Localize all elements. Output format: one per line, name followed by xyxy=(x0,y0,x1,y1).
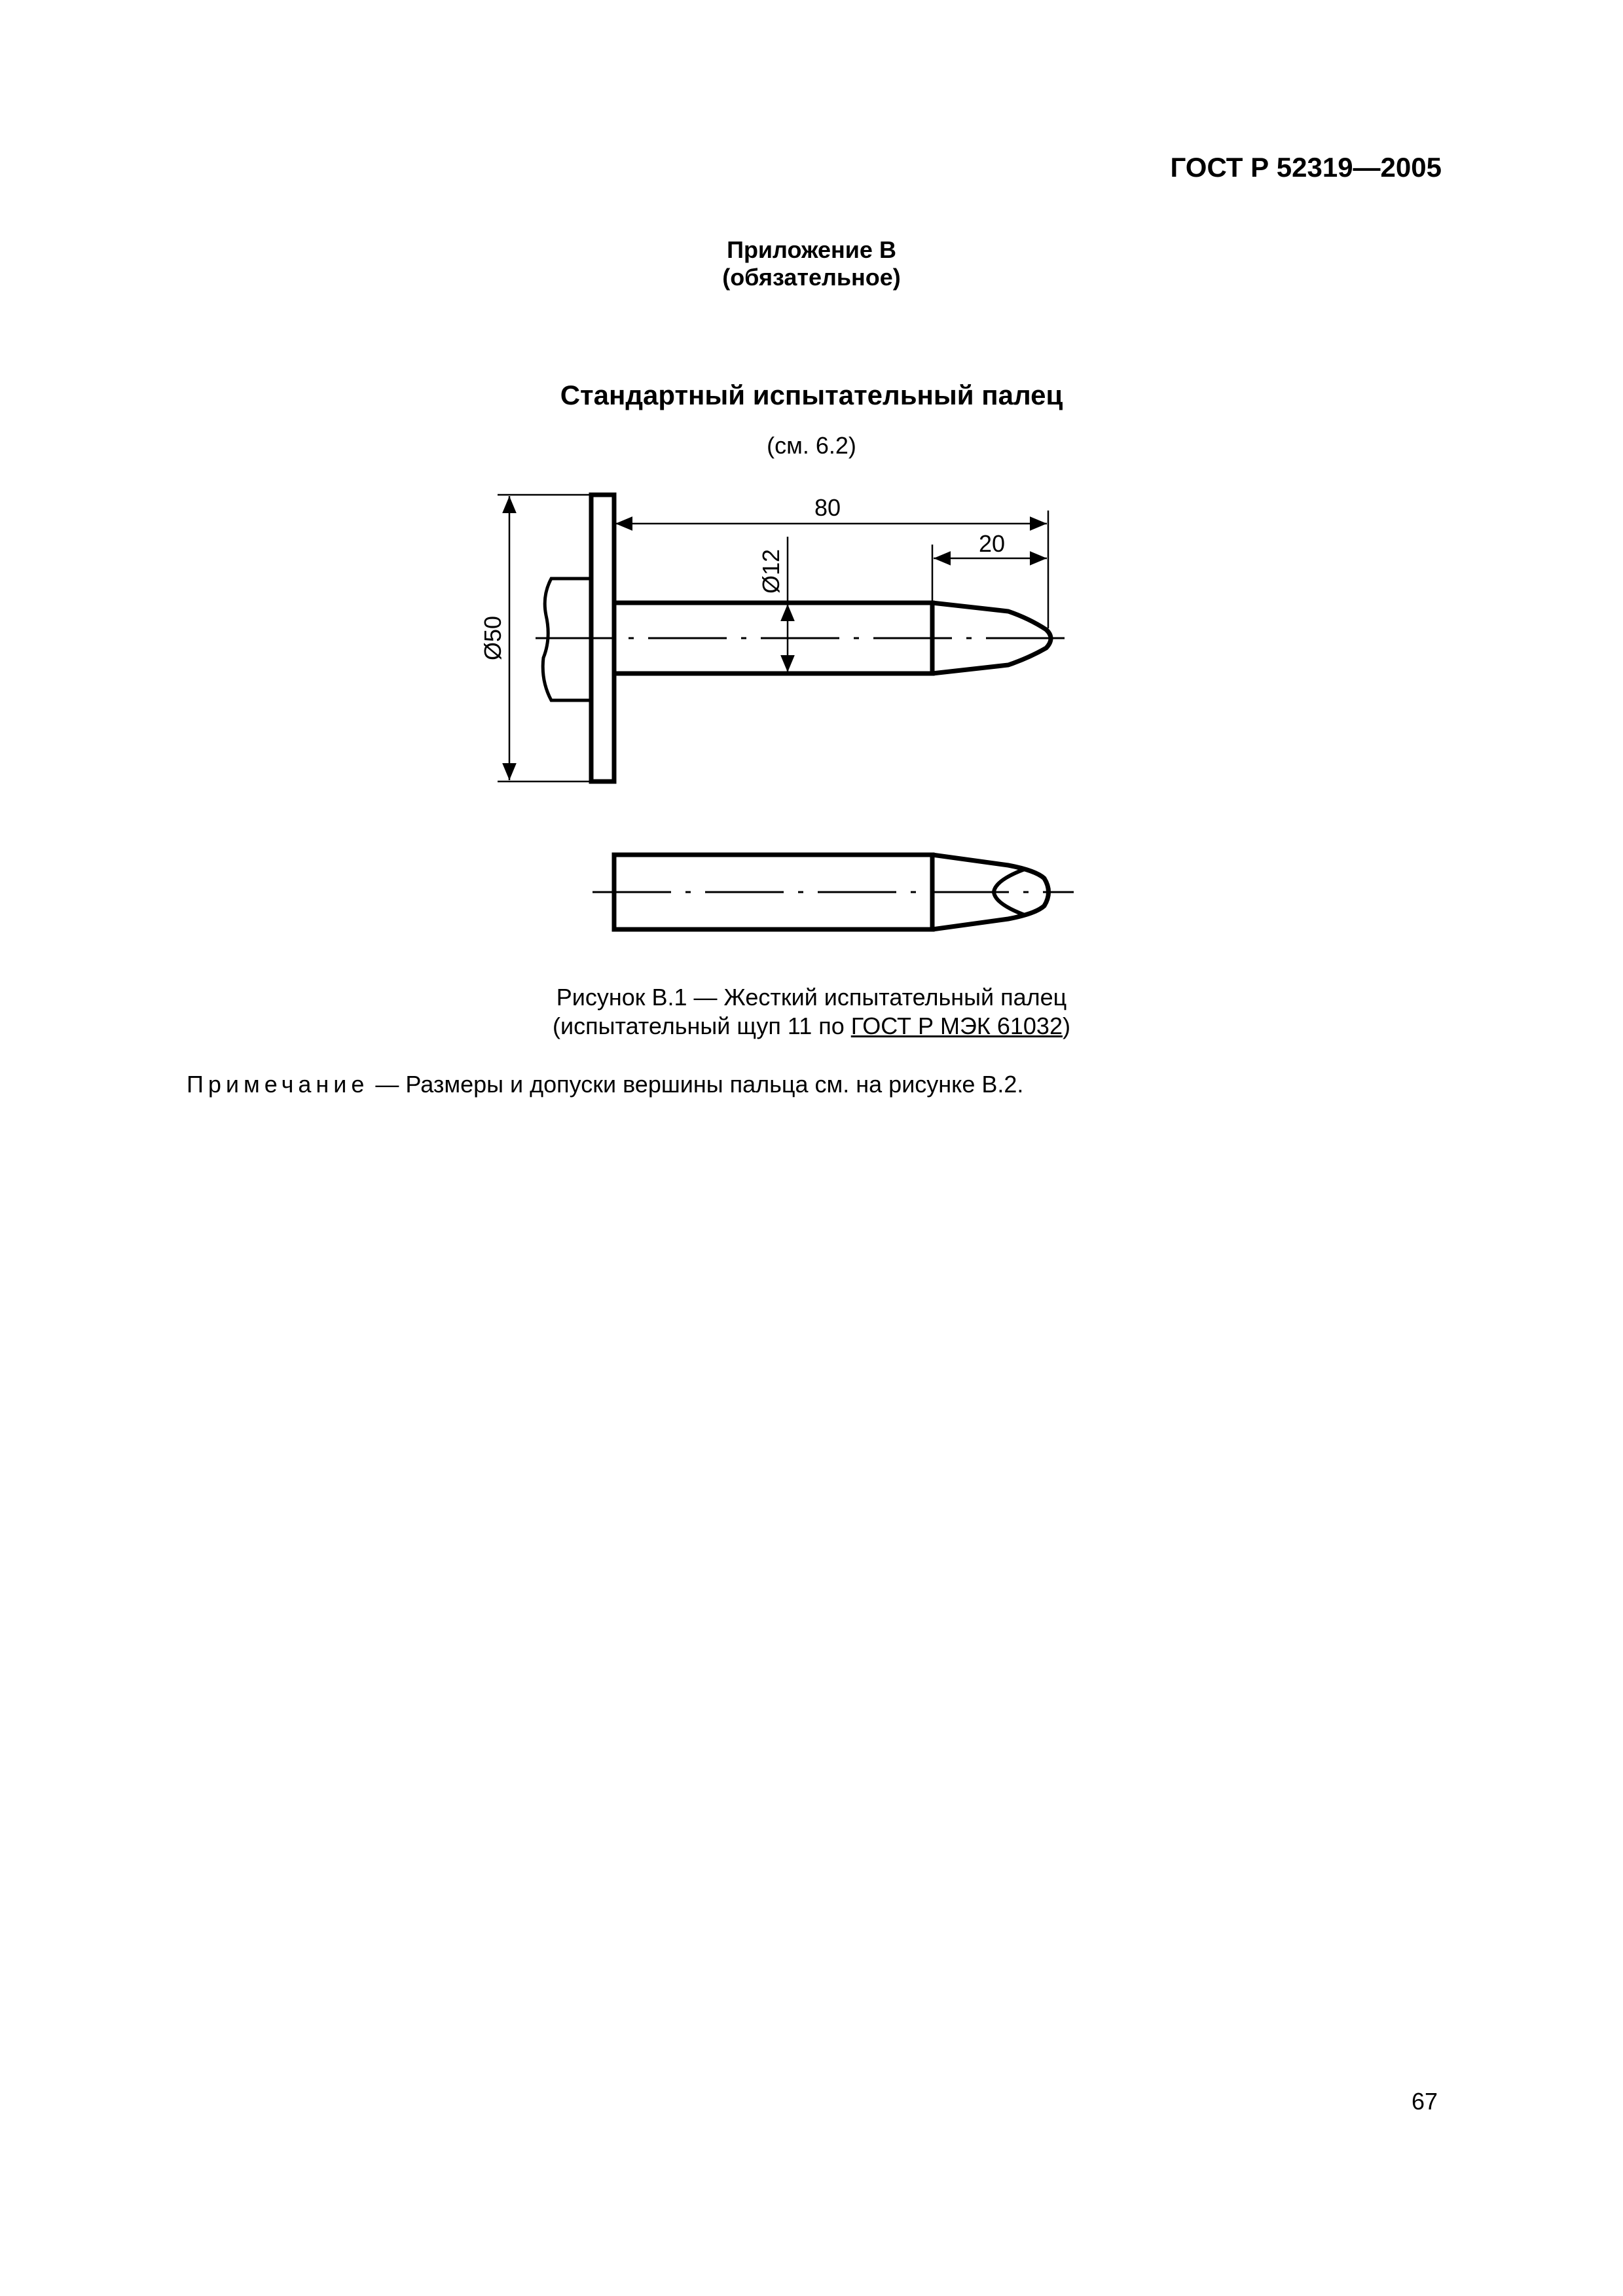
caption-prefix: (испытательный щуп 11 по xyxy=(553,1013,851,1039)
standard-reference-link[interactable]: ГОСТ Р МЭК 61032 xyxy=(850,1013,1063,1039)
document-code: ГОСТ Р 52319—2005 xyxy=(1170,152,1442,183)
note-label: Примечание xyxy=(187,1071,369,1098)
appendix-status: (обязательное) xyxy=(722,264,901,291)
handle-stub xyxy=(543,579,591,700)
note-text: — Размеры и допуски вершины пальца см. на рисунке В.2. xyxy=(369,1071,1024,1098)
page-number: 67 xyxy=(1411,2088,1438,2115)
top-view xyxy=(593,855,1074,929)
section-title: Стандартный испытательный палец xyxy=(560,380,1063,410)
appendix-title: Приложение В xyxy=(727,236,896,263)
dim-label-80: 80 xyxy=(814,494,841,521)
figure-caption-subtitle xyxy=(0,1012,1623,1041)
section-reference: (см. 6.2) xyxy=(767,432,856,459)
note xyxy=(187,1071,1023,1098)
dim-label-20: 20 xyxy=(978,530,1006,557)
figure-caption: Рисунок В.1 — Жесткий испытательный палец xyxy=(556,984,1067,1011)
dim-label-d12: Ø12 xyxy=(757,548,784,594)
caption-suffix: ) xyxy=(1062,1013,1070,1039)
dim-label-d50: Ø50 xyxy=(479,615,506,661)
